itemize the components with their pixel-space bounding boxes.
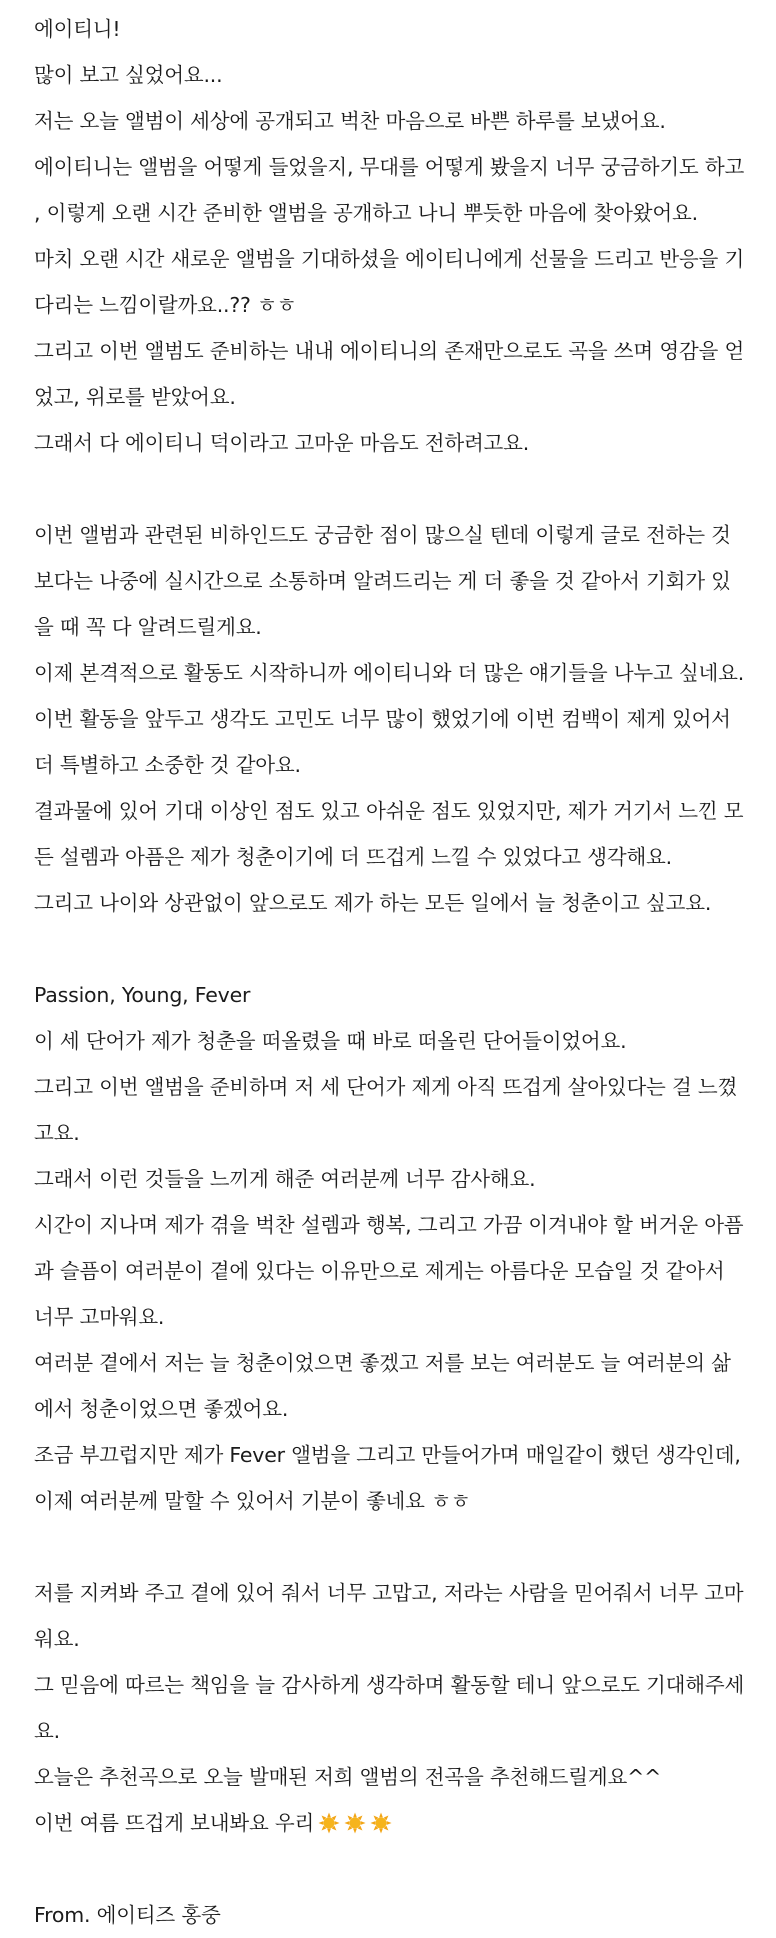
letter-line	[34, 696, 742, 742]
letter-line	[34, 1708, 742, 1754]
paragraph-gap	[34, 926, 742, 972]
letter-line	[34, 6, 742, 52]
letter-line-text: 이제 본격적으로 활동도 시작하니까 에이티니와 더 많은 얘기들을 나누고 싶네요.	[34, 661, 745, 685]
letter-line	[34, 1064, 742, 1110]
letter-line-text: 이번 활동을 앞두고 생각도 고민도 너무 많이 했었기에 이번 컴백이 제게 있어서	[34, 707, 731, 731]
letter-line	[34, 1110, 742, 1156]
letter-line-text: 너무 고마워요.	[34, 1305, 165, 1329]
paragraph-gap	[34, 466, 742, 512]
letter-line-text: 그 믿음에 따르는 책임을 늘 감사하게 생각하며 활동할 테니 앞으로도 기대해주세	[34, 1673, 745, 1697]
letter-line	[34, 972, 742, 1018]
letter-line	[34, 52, 742, 98]
letter-line-text: 과 슬픔이 여러분이 곁에 있다는 이유만으로 제게는 아름다운 모습일 것 같아서	[34, 1259, 725, 1283]
letter-line-text: 이번 앨범과 관련된 비하인드도 궁금한 점이 많으실 텐데 이렇게 글로 전하는 것	[34, 523, 731, 547]
letter-line	[34, 420, 742, 466]
sun-emoji-icon	[344, 1812, 366, 1834]
letter-line-text: 에서 청춘이었으면 좋겠어요.	[34, 1397, 289, 1421]
letter-line-text: 에이티니는 앨범을 어떻게 들었을지, 무대를 어떻게 봤을지 너무 궁금하기도 하고	[34, 155, 745, 179]
letter-line	[34, 558, 742, 604]
letter-line	[34, 144, 745, 190]
sun-emoji-icon	[370, 1812, 392, 1834]
letter-line-text: 시간이 지나며 제가 겪을 벅찬 설렘과 행복, 그리고 가끔 이겨내야 할 버거운 아픔	[34, 1213, 744, 1237]
sun-emoji-icon	[318, 1812, 340, 1834]
letter-line	[34, 236, 745, 282]
letter-line-text: 그리고 이번 앨범도 준비하는 내내 에이티니의 존재만으로도 곡을 쓰며 영감을 얻	[34, 339, 745, 363]
letter-line	[34, 1570, 742, 1616]
letter-line	[34, 880, 742, 926]
letter-line-text: 오늘은 추천곡으로 오늘 발매된 저희 앨범의 전곡을 추천해드릴게요^^	[34, 1765, 662, 1789]
letter-line-text: From. 에이티즈 홍중	[34, 1903, 221, 1927]
letter-line	[34, 1800, 742, 1846]
letter-line-text: 이제 여러분께 말할 수 있어서 기분이 좋네요 ㅎㅎ	[34, 1489, 471, 1513]
letter-line	[34, 1662, 745, 1708]
letter-line-text: 그래서 이런 것들을 느끼게 해준 여러분께 너무 감사해요.	[34, 1167, 536, 1191]
letter-line-text: 보다는 나중에 실시간으로 소통하며 알려드리는 게 더 좋을 것 같아서 기회가 있	[34, 569, 731, 593]
letter-line	[34, 650, 745, 696]
letter-line-text: 든 설렘과 아픔은 제가 청춘이기에 더 뜨겁게 느낄 수 있었다고 생각해요.	[34, 845, 672, 869]
paragraph-gap	[34, 1846, 742, 1892]
paragraph-gap	[34, 1524, 742, 1570]
letter-line-text: 마치 오랜 시간 새로운 앨범을 기대하셨을 에이티니에게 선물을 드리고 반응을 기	[34, 247, 745, 271]
letter-line-text: 고요.	[34, 1121, 80, 1145]
letter-line	[34, 1432, 742, 1478]
letter-line	[34, 1340, 742, 1386]
letter-line-text: 그래서 다 에이티니 덕이라고 고마운 마음도 전하려고요.	[34, 431, 530, 455]
letter-line	[34, 1018, 742, 1064]
letter-line-text: 이 세 단어가 제가 청춘을 떠올렸을 때 바로 떠올린 단어들이었어요.	[34, 1029, 627, 1053]
letter-line	[34, 834, 742, 880]
letter-line	[34, 1156, 742, 1202]
letter-line-text: 여러분 곁에서 저는 늘 청춘이었으면 좋겠고 저를 보는 여러분도 늘 여러분의 삶	[34, 1351, 731, 1375]
letter-line	[34, 788, 742, 834]
letter-line-text: 을 때 꼭 다 알려드릴게요.	[34, 615, 262, 639]
letter-line-text: 었고, 위로를 받았어요.	[34, 385, 236, 409]
letter-line-text: 저를 지켜봐 주고 곁에 있어 줘서 너무 고맙고, 저라는 사람을 믿어줘서 너무 고마	[34, 1581, 744, 1605]
letter-line	[34, 374, 742, 420]
letter-line	[34, 1386, 742, 1432]
letter-line	[34, 1202, 742, 1248]
letter-line-text: 결과물에 있어 기대 이상인 점도 있고 아쉬운 점도 있었지만, 제가 거기서 느낀 모	[34, 799, 744, 823]
letter-line	[34, 512, 742, 558]
letter-line	[34, 742, 742, 788]
letter-line-text: 더 특별하고 소중한 것 같아요.	[34, 753, 301, 777]
letter-line	[34, 1754, 742, 1800]
letter-line	[34, 282, 742, 328]
letter-line-text: 그리고 이번 앨범을 준비하며 저 세 단어가 제게 아직 뜨겁게 살아있다는 걸 느꼈	[34, 1075, 738, 1099]
letter-line	[34, 190, 742, 236]
letter-line-text: 많이 보고 싶었어요...	[34, 63, 223, 87]
letter-line-text: 그리고 나이와 상관없이 앞으로도 제가 하는 모든 일에서 늘 청춘이고 싶고요.	[34, 891, 712, 915]
letter-line-text: Passion, Young, Fever	[34, 983, 251, 1007]
letter-line-text: 워요.	[34, 1627, 80, 1651]
letter-line	[34, 1294, 742, 1340]
letter-line-text: , 이렇게 오랜 시간 준비한 앨범을 공개하고 나니 뿌듯한 마음에 찾아왔어요.	[34, 201, 698, 225]
letter-line	[34, 98, 742, 144]
letter-line-text: 저는 오늘 앨범이 세상에 공개되고 벅찬 마음으로 바쁜 하루를 보냈어요.	[34, 109, 666, 133]
letter-line	[34, 1478, 742, 1524]
signature-line	[34, 1892, 742, 1938]
letter-line	[34, 1616, 742, 1662]
letter-line-text: 에이티니!	[34, 17, 121, 41]
letter-line-text: 이번 여름 뜨겁게 보내봐요 우리	[34, 1811, 315, 1835]
letter-line-text: 조금 부끄럽지만 제가 Fever 앨범을 그리고 만들어가며 매일같이 했던 생각인데,	[34, 1443, 741, 1467]
letter-line-text: 다리는 느낌이랄까요..?? ㅎㅎ	[34, 293, 297, 317]
letter-line-text: 요.	[34, 1719, 60, 1743]
letter-line	[34, 328, 745, 374]
letter-line	[34, 1248, 742, 1294]
letter-body	[0, 6, 776, 1926]
letter-line	[34, 604, 742, 650]
